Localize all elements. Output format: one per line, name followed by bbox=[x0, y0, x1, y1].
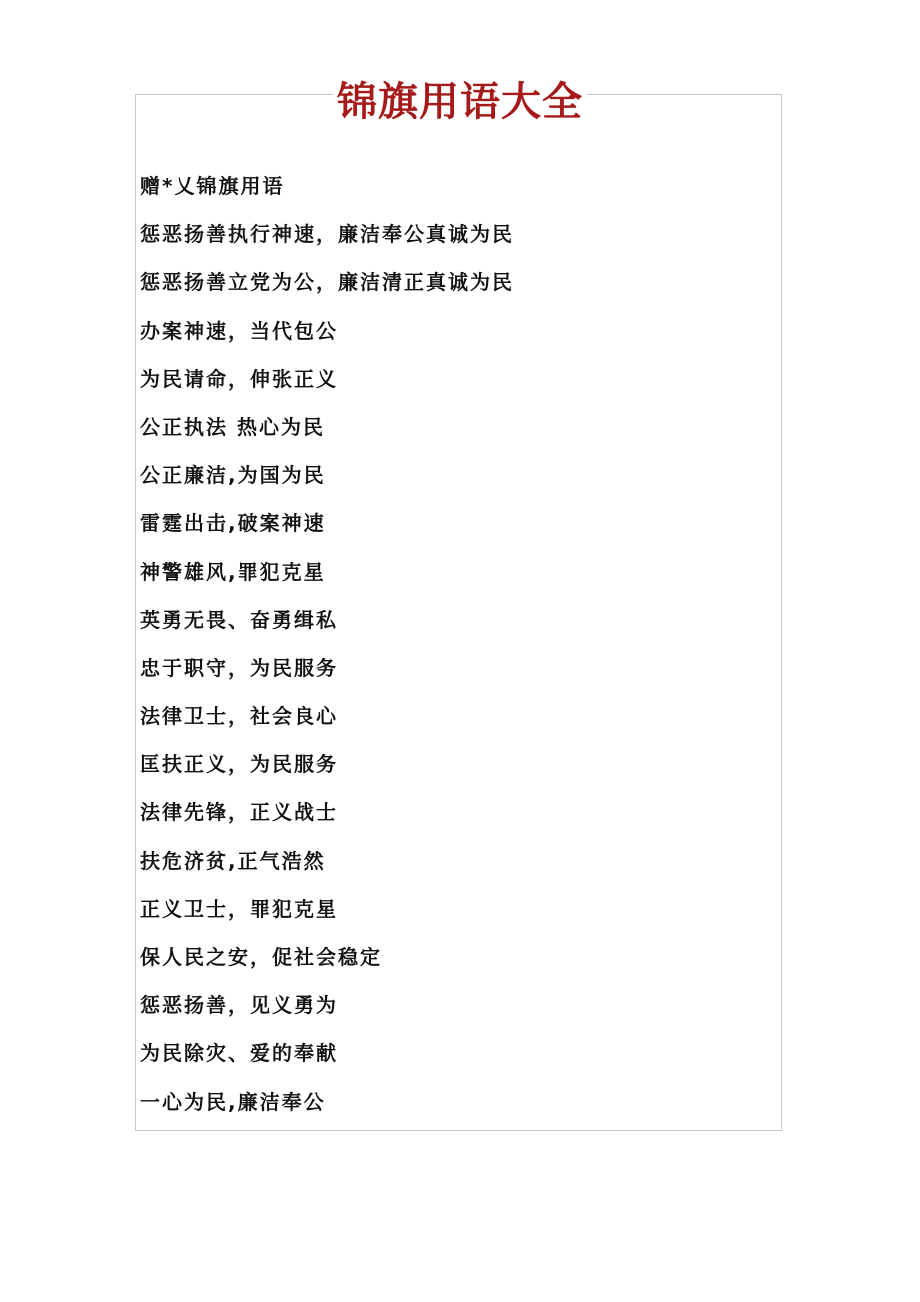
page-title bbox=[0, 72, 920, 132]
section-heading: 赠*乂锦旗用语 bbox=[140, 174, 285, 198]
list-item: 正义卫士，罪犯克星 bbox=[140, 896, 338, 921]
list-item: 为民除灾、爱的奉献 bbox=[140, 1041, 338, 1066]
list-item: 神警雄风,罪犯克星 bbox=[140, 559, 326, 584]
list-item: 保人民之安，促社会稳定 bbox=[140, 945, 382, 969]
list-item: 为民请命，伸张正义 bbox=[140, 366, 338, 391]
list-item: 惩恶扬善，见义勇为 bbox=[140, 993, 338, 1018]
list-item: 忠于职守，为民服务 bbox=[140, 655, 338, 680]
list-item: 法律先锋，正义战士 bbox=[140, 800, 338, 825]
list-item: 一心为民,廉洁奉公 bbox=[140, 1089, 326, 1114]
list-item: 办案神速，当代包公 bbox=[140, 318, 338, 343]
list-item: 惩恶扬善执行神速，廉洁奉公真诚为民 bbox=[140, 222, 514, 247]
list-item: 公正廉洁,为国为民 bbox=[140, 463, 326, 488]
list-item: 公正执法 热心为民 bbox=[140, 414, 325, 439]
list-item: 匡扶正义，为民服务 bbox=[140, 752, 338, 777]
list-item: 扶危济贫,正气浩然 bbox=[140, 848, 326, 873]
list-item: 雷霆出击,破案神速 bbox=[140, 511, 326, 536]
phrase-list bbox=[140, 162, 514, 1126]
page-title-text: 锦旗用语大全 bbox=[333, 72, 587, 132]
list-item: 英勇无畏、奋勇缉私 bbox=[140, 607, 338, 632]
list-item: 法律卫士，社会良心 bbox=[140, 704, 338, 729]
list-item: 惩恶扬善立党为公，廉洁清正真诚为民 bbox=[140, 270, 514, 295]
